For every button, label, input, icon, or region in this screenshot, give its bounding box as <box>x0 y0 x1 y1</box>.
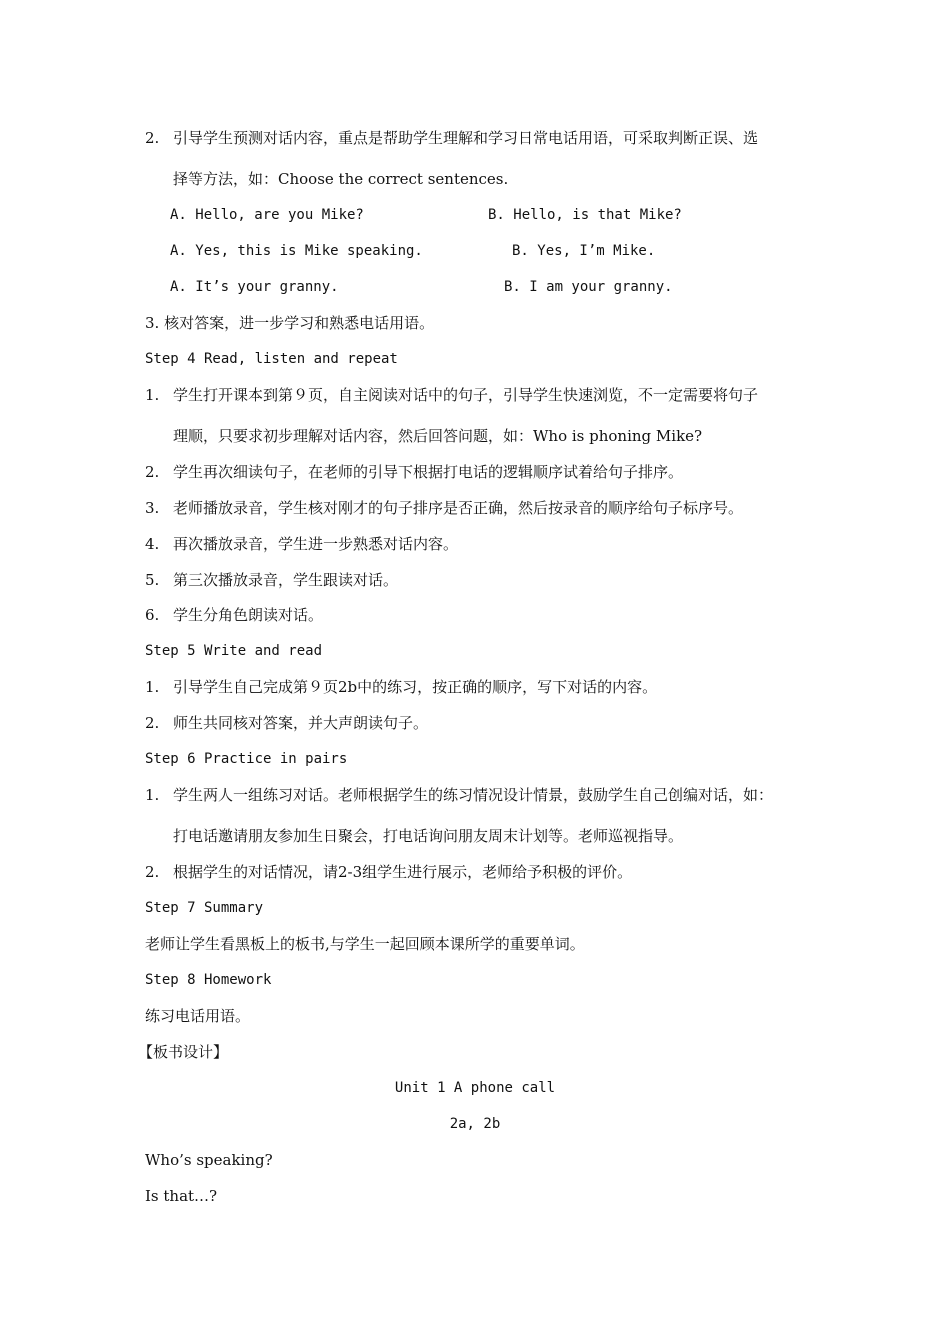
step-heading: Step 6 Practice in pairs <box>145 751 348 767</box>
choice-a: A. Yes, this is Mike speaking. <box>170 243 423 259</box>
list-number: 1. <box>145 678 160 696</box>
list-item-continuation: 打电话邀请朋友参加生日聚会，打电话询问朋友周末计划等。老师巡视指导。 <box>173 827 684 845</box>
list-number: 3. <box>145 499 160 517</box>
list-item-text: 再次播放录音，学生进一步熟悉对话内容。 <box>173 535 459 553</box>
choice-a: A. It’s your granny. <box>170 279 339 295</box>
step-heading: Step 5 Write and read <box>145 643 323 659</box>
list-item-text: 老师播放录音，学生核对刚才的句子排序是否正确，然后按录音的顺序给句子标序号。 <box>173 499 744 517</box>
choice-b: B. I am your granny. <box>504 279 673 295</box>
list-item-text: 第三次播放录音，学生跟读对话。 <box>173 571 399 589</box>
list-number: 2. <box>145 863 160 881</box>
list-item-text: 引导学生自己完成第９页2b中的练习，按正确的顺序，写下对话的内容。 <box>173 678 658 696</box>
board-heading: 【板书设计】 <box>138 1043 229 1061</box>
list-item-text: 师生共同核对答案，并大声朗读句子。 <box>173 714 429 732</box>
list-number: 2. <box>145 129 160 147</box>
list-number: 1. <box>145 786 160 804</box>
board-subtitle: 2a, 2b <box>449 1116 501 1132</box>
step-heading: Step 7 Summary <box>145 900 264 916</box>
choice-b: B. Yes, I’m Mike. <box>512 243 656 259</box>
list-item-continuation: 理顺，只要求初步理解对话内容，然后回答问题，如：Who is phoning Mike? <box>173 427 703 445</box>
board-title: Unit 1 A phone call <box>394 1080 556 1096</box>
list-number: 2. <box>145 463 160 481</box>
list-number: 5. <box>145 571 160 589</box>
paragraph-text: 练习电话用语。 <box>145 1007 251 1025</box>
board-line: Is that…? <box>145 1187 218 1205</box>
paragraph-text: 老师让学生看黑板上的板书,与学生一起回顾本课所学的重要单词。 <box>145 935 585 953</box>
list-item-text: 根据学生的对话情况，请2-3组学生进行展示，老师给予积极的评价。 <box>173 863 633 881</box>
list-number: 6. <box>145 606 160 624</box>
step-heading: Step 8 Homework <box>145 972 272 988</box>
step-heading: Step 4 Read, listen and repeat <box>145 351 398 367</box>
list-item: 3. 核对答案，进一步学习和熟悉电话用语。 <box>145 314 435 332</box>
paragraph-text: 引导学生预测对话内容，重点是帮助学生理解和学习日常电话用语，可采取判断正误、选 <box>173 129 759 147</box>
board-line: Who’s speaking? <box>145 1151 273 1169</box>
list-item-text: 学生分角色朗读对话。 <box>173 606 324 624</box>
list-number: 4. <box>145 535 160 553</box>
list-item-text: 学生两人一组练习对话。老师根据学生的练习情况设计情景，鼓励学生自己创编对话，如： <box>173 786 774 804</box>
list-item-text: 学生再次细读句子，在老师的引导下根据打电话的逻辑顺序试着给句子排序。 <box>173 463 684 481</box>
list-number: 2. <box>145 714 160 732</box>
choice-b: B. Hello, is that Mike? <box>488 207 682 223</box>
list-number: 1. <box>145 386 160 404</box>
choice-a: A. Hello, are you Mike? <box>170 207 364 223</box>
list-item-text: 学生打开课本到第９页，自主阅读对话中的句子，引导学生快速浏览，不一定需要将句子 <box>173 386 759 404</box>
paragraph-text: 择等方法，如：Choose the correct sentences. <box>173 170 509 188</box>
